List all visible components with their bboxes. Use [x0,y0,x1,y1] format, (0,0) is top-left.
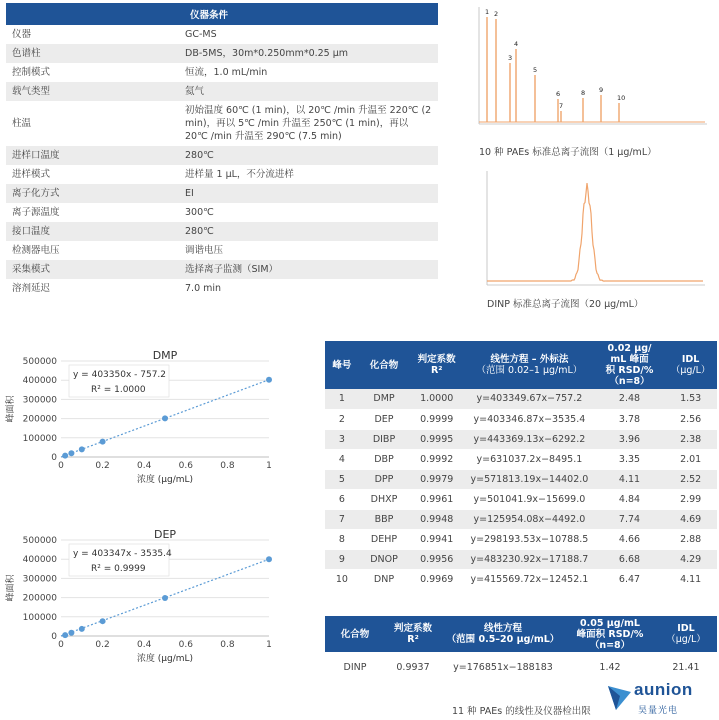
dinp-row [325,652,717,682]
linearity-cell: y=403346.87x−3535.4 [464,409,595,429]
linearity-cell: 6.68 [595,549,665,569]
x-tick-label: 0.8 [220,461,235,471]
peak-label: 10 [617,94,626,102]
condition-key: 仪器 [12,29,32,40]
data-point [266,377,272,383]
linearity-cell: 6 [325,489,359,509]
header-r2-bottom: R² [430,365,443,376]
linearity-cell: y=443369.13x−6292.2 [464,429,595,449]
peak-label: 5 [533,66,538,74]
linearity-row [325,509,717,529]
condition-key: 载气类型 [6,82,181,101]
r-squared: R² = 1.0000 [91,385,146,395]
condition-key: 色谱柱 [6,44,181,63]
data-point [62,453,68,459]
linearity-cell: 4.11 [664,569,717,589]
dinp-cell: 0.9937 [396,661,430,673]
peak-label: 6 [556,90,561,98]
linearity-row [325,569,717,589]
linearity-cell: 1.0000 [409,389,464,409]
linearity-cell: 3.35 [595,449,665,469]
dinp-header-row [325,616,717,652]
linearity-cell: 7.74 [595,509,665,529]
condition-row [6,82,438,101]
linearity-cell: y=415569.72x−12452.1 [464,569,595,589]
condition-value: GC-MS [185,29,217,40]
condition-key: 离子化方式 [6,184,181,203]
linearity-cell: 4 [325,449,359,469]
peak-label: 7 [559,102,564,110]
y-tick-label: 100000 [22,612,57,623]
condition-value: 初始温度 60℃ (1 min)，以 20℃ /min 升温至 220℃ (2 min)，再以 5℃ /min 升温至 250℃ (1 min)，再以 20℃ /min 升温至 290℃ (7.5 min) [185,105,432,142]
linearity-cell: DEHP [359,529,410,549]
condition-value: 7.0 min [185,283,222,294]
linearity-cell: 3.96 [595,429,665,449]
paes-chromatogram-caption: 10 种 PAEs 标准总离子流图（1 μg/mL） [479,147,657,158]
dinp-header-compound: 化合物 [325,616,385,652]
linearity-cell: 8 [325,529,359,549]
dinp-header-rsd [565,616,655,652]
condition-row [6,260,438,279]
header-idl [664,341,717,389]
y-axis-label: 峰面积 [6,574,16,602]
header-peak: 峰号 [325,341,359,389]
peak-label: 4 [514,40,519,48]
x-axis-label: 浓度 (μg/mL) [136,654,194,664]
dinp-header-equation-bottom: （范围 0.5–20 μg/mL） [446,634,560,645]
data-point [79,626,85,632]
conditions-body [6,25,438,298]
condition-key: 离子源温度 [12,207,60,218]
linearity-cell: 2.38 [664,429,717,449]
linearity-cell: 7 [325,509,359,529]
linearity-row [325,449,717,469]
x-tick-label: 0.4 [137,640,152,650]
trend-equation: y = 403350x - 757.2 [73,370,167,380]
linearity-row [325,529,717,549]
data-point [68,450,74,456]
dinp-header-rsd-l2: 峰面积 RSD/% [576,628,644,640]
data-point [68,630,74,636]
linearity-cell: DIBP [359,429,410,449]
linearity-cell: 2.01 [664,449,717,469]
linearity-cell: 4.66 [595,529,665,549]
linearity-cell: 4.29 [664,549,717,569]
linearity-row [325,469,717,489]
condition-row [6,101,438,146]
linearity-cell: 0.9995 [409,429,464,449]
condition-row [6,44,438,63]
data-point [100,439,106,445]
table-caption: 11 种 PAEs 的线性及仪器检出限 [452,706,591,717]
linearity-cell: y=571813.19x−14402.0 [464,469,595,489]
header-rsd [595,341,665,389]
linearity-cell: y=631037.2x−8495.1 [464,449,595,469]
y-tick-label: 300000 [22,395,57,406]
linearity-cell: BBP [359,509,410,529]
linearity-cell: 1.53 [664,389,717,409]
condition-key: 采集模式 [6,260,181,279]
condition-value: 进样量 1 μL，不分流进样 [185,169,294,180]
condition-value: 选择离子监测（SIM） [181,260,438,279]
linearity-cell: 2.52 [664,469,717,489]
peak-label: 9 [599,86,604,94]
linearity-cell: 2.99 [664,489,717,509]
dmp-calibration-chart [3,347,283,495]
dep-calibration-chart [3,526,283,674]
dinp-body [325,652,717,682]
y-tick-label: 100000 [22,433,57,444]
linearity-cell: 4.69 [664,509,717,529]
dinp-header-rsd-l1: 0.05 μg/mL [580,617,640,629]
y-tick-label: 0 [51,632,57,642]
y-tick-label: 200000 [22,414,57,425]
header-rsd-l4: （n=8） [609,376,650,387]
r-squared: R² = 0.9999 [91,564,146,574]
data-point [162,595,168,601]
paes-chromatogram [471,3,711,131]
header-compound: 化合物 [359,341,410,389]
condition-key: 进样模式 [12,169,51,180]
condition-value: 调谐电压 [185,245,224,256]
condition-row [6,222,438,241]
x-tick-label: 0.6 [178,640,193,650]
data-point [62,632,68,638]
dinp-header-equation-top: 线性方程 [483,623,522,634]
condition-key: 柱温 [12,118,32,129]
dinp-cell: y=176851x−188183 [453,661,553,673]
linearity-row [325,429,717,449]
linearity-cell: 5 [325,469,359,489]
linearity-cell: y=483230.92x−17188.7 [464,549,595,569]
peak-label: 3 [508,54,513,62]
linearity-table [325,341,717,590]
linearity-body [325,389,717,589]
data-point [100,618,106,624]
chart-title: DEP [153,528,177,541]
dinp-header-idl [655,616,717,652]
dinp-header-r2 [385,616,441,652]
condition-row [6,241,438,260]
x-axis-label: 浓度 (μg/mL) [136,475,194,485]
linearity-cell: 2 [325,409,359,429]
condition-value: 280℃ [181,222,438,241]
x-tick-label: 1 [266,640,272,650]
condition-row [6,25,438,44]
header-idl-top: IDL [681,354,700,365]
condition-row [6,165,438,184]
header-rsd-l2: mL 峰面 [610,354,649,365]
x-tick-label: 0.6 [178,461,193,471]
conditions-header: 仪器条件 [6,3,438,25]
linearity-cell: y=501041.9x−15699.0 [464,489,595,509]
condition-value: 280℃ [181,146,438,165]
dinp-trace [487,183,703,281]
linearity-cell: DHXP [359,489,410,509]
logo-cn: 昊量光电 [638,706,679,716]
header-rsd-l1: 0.02 μg/ [607,343,652,354]
linearity-cell: DMP [359,389,410,409]
peak-label: 8 [581,89,586,97]
condition-value: 氦气 [181,82,438,101]
linearity-cell: DNOP [359,549,410,569]
linearity-row [325,389,717,409]
condition-key: 接口温度 [6,222,181,241]
dinp-header-equation [441,616,565,652]
dinp-cell: 1.42 [599,661,621,673]
dinp-header-rsd-l3: （n=8） [589,639,631,651]
linearity-cell: 0.9948 [409,509,464,529]
header-idl-bottom: （μg/L） [670,365,711,376]
linearity-cell: 0.9992 [409,449,464,469]
condition-value: DB-5MS，30m*0.250mm*0.25 μm [181,44,438,63]
header-r2 [409,341,464,389]
linearity-cell: 2.48 [595,389,665,409]
y-tick-label: 500000 [22,357,57,367]
linearity-cell: 10 [325,569,359,589]
linearity-cell: y=298193.53x−10788.5 [464,529,595,549]
linearity-cell: DNP [359,569,410,589]
dinp-header-idl-top: IDL [677,623,695,634]
y-tick-label: 500000 [22,536,57,546]
dinp-chromatogram [479,167,709,292]
condition-key: 检测器电压 [12,245,60,256]
linearity-cell: 0.9956 [409,549,464,569]
y-tick-label: 400000 [22,376,57,387]
linearity-cell: DPP [359,469,410,489]
dinp-header-r2-top: 判定系数 [393,623,432,634]
linearity-row [325,549,717,569]
condition-value: 恒流，1.0 mL/min [185,67,268,78]
x-tick-label: 0 [58,640,64,650]
linearity-cell: 6.47 [595,569,665,589]
dinp-cell: DINP [343,661,367,673]
trend-equation: y = 403347x - 3535.4 [73,549,172,559]
linearity-cell: 2.56 [664,409,717,429]
dinp-header-idl-bottom: （μg/L） [666,634,706,645]
condition-value: 300℃ [185,207,214,218]
linearity-cell: 3 [325,429,359,449]
aunion-logo [606,680,716,718]
linearity-cell: 0.9941 [409,529,464,549]
data-point [162,415,168,421]
linearity-cell: 4.11 [595,469,665,489]
y-tick-label: 0 [51,453,57,463]
logo-word: aunion [634,680,693,699]
condition-row [6,279,438,298]
linearity-cell: 0.9999 [409,409,464,429]
y-axis-label: 峰面积 [6,395,16,423]
peak-label: 1 [485,8,490,16]
y-tick-label: 300000 [22,574,57,585]
dinp-chromatogram-caption: DINP 标准总离子流图（20 μg/mL） [487,299,644,310]
x-tick-label: 1 [266,461,272,471]
dinp-cell: 21.41 [672,661,700,673]
condition-key: 溶剂延迟 [12,283,51,294]
linearity-cell: 3.78 [595,409,665,429]
linearity-header-row [325,341,717,389]
peak-label: 2 [494,10,499,18]
data-point [79,446,85,452]
dinp-table [325,616,717,682]
x-tick-label: 0 [58,461,64,471]
linearity-cell: 0.9979 [409,469,464,489]
instrument-conditions-table [6,3,438,298]
chart-title: DMP [152,349,178,362]
dinp-header-r2-bottom: R² [407,634,419,645]
x-tick-label: 0.4 [137,461,152,471]
condition-row [6,184,438,203]
linearity-cell: 1 [325,389,359,409]
linearity-row [325,409,717,429]
header-r2-top: 判定系数 [417,354,456,365]
header-equation-top: 线性方程 – 外标法 [490,354,569,365]
condition-key: 控制模式 [12,67,51,78]
linearity-cell: y=403349.67x−757.2 [464,389,595,409]
header-rsd-l3: 积 RSD/% [605,365,654,376]
condition-row [6,146,438,165]
condition-value: EI [181,184,438,203]
condition-row [6,63,438,82]
x-tick-label: 0.8 [220,640,235,650]
linearity-cell: 4.84 [595,489,665,509]
linearity-row [325,489,717,509]
linearity-cell: 0.9961 [409,489,464,509]
y-tick-label: 200000 [22,593,57,604]
condition-row [6,203,438,222]
linearity-cell: 9 [325,549,359,569]
linearity-cell: y=125954.08x−4492.0 [464,509,595,529]
linearity-cell: DEP [359,409,410,429]
x-tick-label: 0.2 [95,640,110,650]
y-tick-label: 400000 [22,555,57,566]
data-point [266,556,272,562]
logo-mark-icon [606,682,632,712]
linearity-cell: DBP [359,449,410,469]
linearity-cell: 2.88 [664,529,717,549]
linearity-cell: 0.9969 [409,569,464,589]
header-equation-bottom: （范围 0.02–1 μg/mL） [476,365,583,376]
x-tick-label: 0.2 [95,461,110,471]
condition-key: 进样口温度 [6,146,181,165]
header-equation [464,341,595,389]
